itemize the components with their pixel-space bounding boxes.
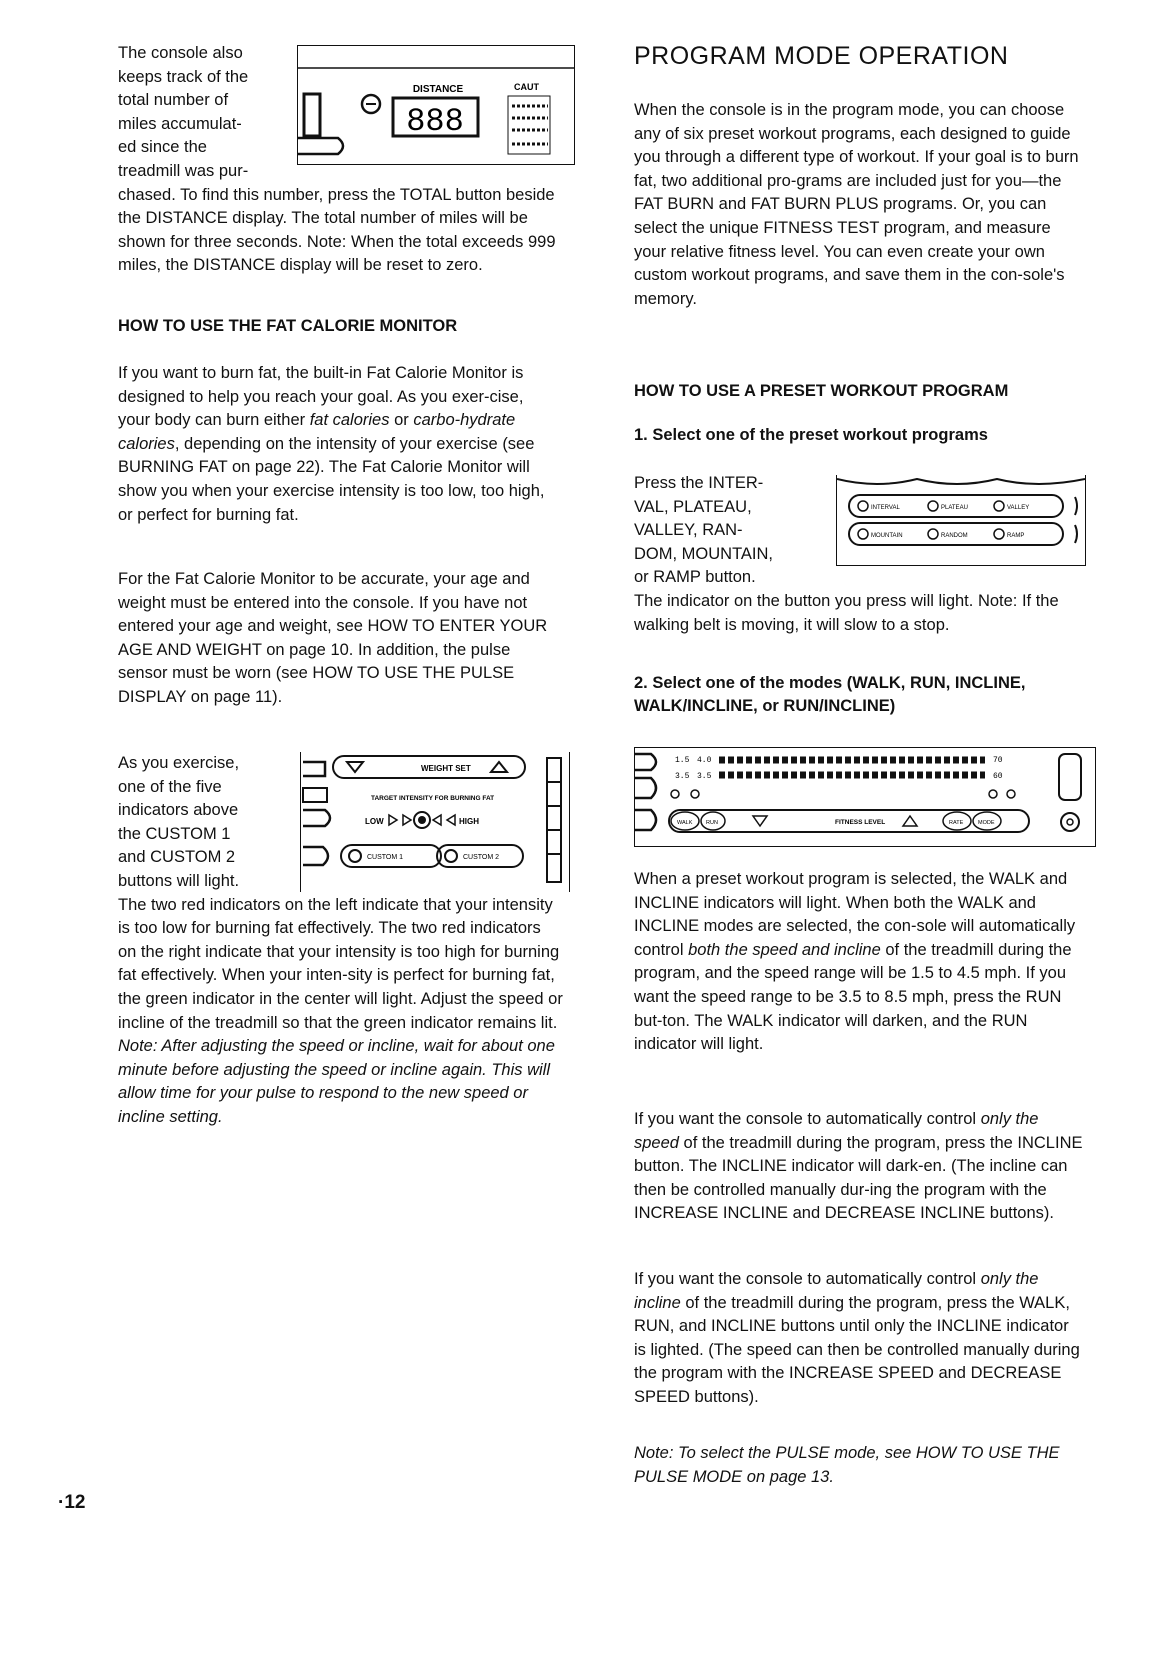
mode-rate: RATE bbox=[949, 820, 964, 826]
preset-heading: HOW TO USE A PRESET WORKOUT PROGRAM bbox=[634, 382, 1009, 400]
text-run: The two red indicators on the left indicate that your intensity is too low for burning fat effectively. The two red indicators on the right indicate that your intensity is too high for burning fat effectively. When your inten-sity is perfect for burning fat, the green indicator in the center will light. Adjust the speed or incline of the treadmill so that the green indicator remains lit. bbox=[118, 895, 563, 1032]
text-run: If you want to burn fat, the built-in Fat Calorie Monitor is designed to help you reach your goal. As you exer-cise, your body can burn either bbox=[118, 364, 524, 430]
wrap-line: treadmill was pur- bbox=[118, 161, 249, 180]
preset-selected-paragraph bbox=[634, 868, 1084, 1057]
wrap-line: indicators above bbox=[118, 801, 239, 820]
speed-row2-b: 3.5 bbox=[697, 772, 712, 781]
wrap-line: total number of bbox=[118, 91, 229, 110]
wrap-line: As you exercise, bbox=[118, 754, 240, 772]
wrap-line: Press the INTER- bbox=[634, 474, 764, 492]
distance-label: DISTANCE bbox=[412, 84, 464, 95]
italic-run: fat calories bbox=[309, 411, 390, 430]
accuracy-paragraph: For the Fat Calorie Monitor to be accurate, your age and weight must be entered into the console. If you have not entered your age and weight, see HOW TO ENTER YOUR AGE AND WEIGHT on page 10. In addition, the pulse sensor must be worn (see HOW TO USE THE PULSE DISPLAY on page 11). bbox=[118, 570, 548, 706]
italic-run: both the speed and incline bbox=[688, 940, 881, 959]
mode-walk: WALK bbox=[677, 820, 693, 826]
custom1-label: CUSTOM 1 bbox=[367, 854, 404, 861]
distance-digits: 888 bbox=[406, 103, 464, 140]
target-intensity-label: TARGET INTENSITY FOR BURNING FAT bbox=[371, 795, 495, 802]
wrap-line: ed since the bbox=[118, 138, 207, 157]
incline-only-paragraph bbox=[634, 1268, 1084, 1410]
mode-buttons-drawing bbox=[635, 748, 1095, 846]
weight-set-label: WEIGHT SET bbox=[421, 764, 471, 773]
mode-mode: MODE bbox=[978, 820, 995, 826]
italic-run: only the incline bbox=[634, 1270, 1039, 1312]
wrap-line: buttons will light. bbox=[118, 871, 240, 890]
mode-buttons-figure bbox=[634, 747, 1096, 847]
wrap-line: the CUSTOM 1 bbox=[118, 824, 231, 843]
value-60: 60 bbox=[993, 772, 1003, 781]
wrap-line: miles accumulat- bbox=[118, 114, 242, 133]
program-random: RANDOM bbox=[941, 533, 968, 539]
text-run: If you want the console to automatically control bbox=[634, 1270, 981, 1288]
wrap-line: VALLEY, RAN- bbox=[634, 521, 743, 540]
wrap-line: DOM, MOUNTAIN, bbox=[634, 544, 774, 563]
program-mountain: MOUNTAIN bbox=[871, 533, 903, 539]
speed-only-paragraph bbox=[634, 1108, 1084, 1226]
text-run: When a preset workout program is selected, the WALK and INCLINE indicators will light. When both the WALK and INCLINE modes are selected, the con-sole will automatically control bbox=[634, 870, 1076, 959]
program-ramp: RAMP bbox=[1007, 533, 1025, 539]
program-buttons-figure bbox=[836, 475, 1086, 566]
program-interval: INTERVAL bbox=[871, 505, 900, 511]
distance-display-drawing bbox=[298, 46, 574, 164]
fat-monitor-heading: HOW TO USE THE FAT CALORIE MONITOR bbox=[118, 317, 458, 335]
indicator-text bbox=[118, 894, 563, 1130]
wrap-line: VAL, PLATEAU, bbox=[634, 497, 752, 516]
wrap-line: and CUSTOM 2 bbox=[118, 848, 236, 867]
text-run: of the treadmill during the program, press the INCLINE button. The INCLINE indicator will dark-en. (The incline can then be controlled manually dur-ing the program with the INCREASE INCLINE and DECREASE INCLINE buttons). bbox=[634, 1133, 1083, 1223]
italic-note: Note: After adjusting the speed or incline, wait for about one minute before adjusting the speed or incline again. This will allow time for your pulse to respond to the new speed or incline setting. bbox=[118, 1037, 555, 1126]
step1-heading: 1. Select one of the preset workout programs bbox=[634, 426, 988, 444]
wrap-line: one of the five bbox=[118, 777, 222, 796]
program-mode-paragraph: When the console is in the program mode, you can choose any of six preset workout programs, each designed to guide you through a different type of workout. If your goal is to burn fat, two additional pro-grams are included just for you—the FAT BURN and FAT BURN PLUS programs. Or, you can select the unique FITNESS TEST program, and measure your relative fitness level. You can even create your own custom workout programs, and save them in the con-sole's memory. bbox=[634, 101, 1079, 308]
step2-heading: 2. Select one of the modes (WALK, RUN, INCLINE, WALK/INCLINE, or RUN/INCLINE) bbox=[634, 674, 1026, 715]
distance-display-figure bbox=[297, 45, 575, 165]
speed-row1-a: 1.5 bbox=[675, 756, 690, 765]
text-run: or bbox=[389, 411, 414, 430]
custom2-label: CUSTOM 2 bbox=[463, 854, 500, 861]
speed-row1-b: 4.0 bbox=[697, 756, 712, 765]
wrap-line: keeps track of the bbox=[118, 67, 249, 86]
wrap-line: The console also bbox=[118, 44, 243, 62]
fat-monitor-figure bbox=[300, 752, 570, 892]
caution-label: CAUT bbox=[514, 82, 539, 92]
text-run: , depending on the intensity of your exercise (see BURNING FAT on page 22). The Fat Calorie Monitor will show you when your exercise intensity is too low, too high, or perfect for burning fat. bbox=[118, 434, 545, 524]
program-buttons-drawing bbox=[837, 475, 1085, 565]
program-plateau: PLATEAU bbox=[941, 505, 968, 511]
text-run: of the treadmill during the program, and the speed range will be 1.5 to 4.5 mph. If you want the speed range to be 3.5 to 8.5 mph, press the RUN but-ton. The WALK indicator will darken, and the RUN indicator will light. bbox=[634, 940, 1072, 1054]
mode-run: RUN bbox=[706, 820, 718, 826]
value-70: 70 bbox=[993, 756, 1003, 765]
fitness-level-label: FITNESS LEVEL bbox=[835, 819, 886, 826]
italic-run: only the speed bbox=[634, 1110, 1039, 1152]
step1-text: The indicator on the button you press will light. Note: If the walking belt is moving, it will slow to a stop. bbox=[634, 591, 1059, 634]
pulse-note: Note: To select the PULSE mode, see HOW TO USE THE PULSE MODE on page 13. bbox=[634, 1444, 1060, 1486]
program-valley: VALLEY bbox=[1007, 505, 1030, 511]
wrap-line: or RAMP button. bbox=[634, 568, 756, 587]
fat-monitor-drawing bbox=[301, 752, 569, 892]
fat-monitor-paragraph bbox=[118, 362, 558, 527]
odometer-paragraph: chased. To find this number, press the TOTAL button beside the DISTANCE display. The total number of miles will be shown for three seconds. Note: When the total exceeds 999 miles, the DISTANCE display will be reset to zero. bbox=[118, 185, 556, 275]
speed-row2-a: 3.5 bbox=[675, 772, 690, 781]
italic-run: carbo-hydrate calories bbox=[118, 411, 516, 453]
high-label: HIGH bbox=[459, 817, 479, 826]
text-run: If you want the console to automatically control bbox=[634, 1110, 981, 1128]
program-mode-title: PROGRAM MODE OPERATION bbox=[634, 42, 1009, 70]
low-label: LOW bbox=[365, 817, 384, 826]
text-run: of the treadmill during the program, press the WALK, RUN, and INCLINE buttons until only the INCLINE indicator is lighted. (The speed can then be controlled manually during the program with the INCREASE SPEED and DECREASE SPEED buttons). bbox=[634, 1293, 1080, 1406]
page-number: ·12 bbox=[58, 1492, 86, 1513]
